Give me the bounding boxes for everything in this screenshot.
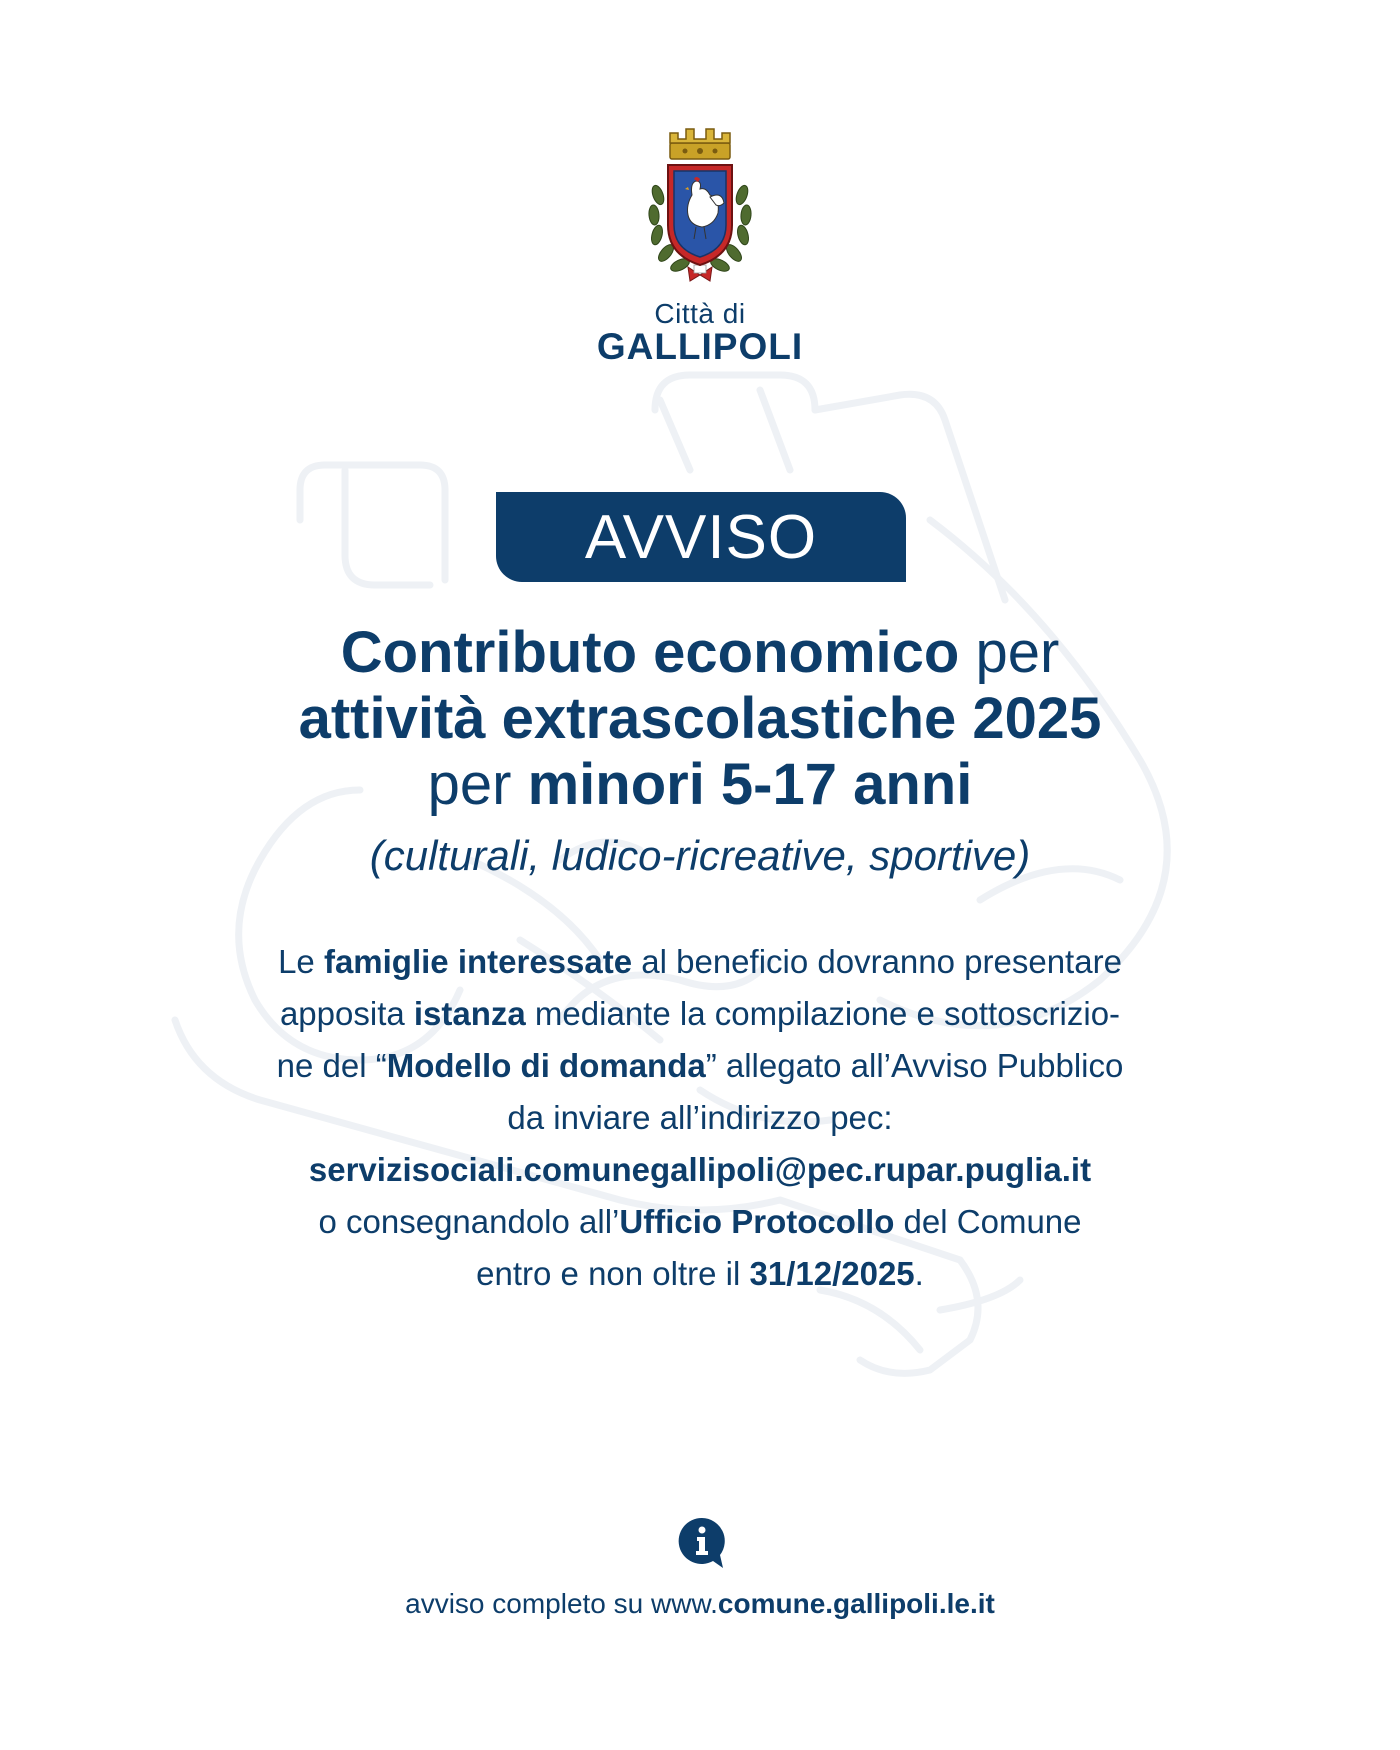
body-bold-segment: Modello di domanda xyxy=(386,1047,706,1084)
title-line-3-bold: minori 5-17 anni xyxy=(527,752,973,817)
body-text-segment: o consegnandolo all’ xyxy=(318,1203,620,1240)
body-line-3 xyxy=(200,1040,1200,1092)
avviso-badge-label: AVVISO xyxy=(584,502,818,572)
title-line-1-bold: Contributo economico xyxy=(340,620,960,685)
body-text-segment: mediante la compilazione e sottoscrizio- xyxy=(525,995,1121,1032)
pec-email-text: servizisociali.comunegallipoli@pec.rupar.puglia.it xyxy=(308,1151,1092,1188)
notice-title xyxy=(0,620,1400,818)
deadline-line xyxy=(200,1248,1200,1300)
body-text-segment: al beneficio dovranno presentare xyxy=(632,943,1122,980)
body-bold-segment: istanza xyxy=(413,995,526,1032)
notice-subtitle: (culturali, ludico-ricreative, sportive) xyxy=(369,832,1031,879)
city-prefix: Città di xyxy=(654,298,746,329)
body-bold-segment: Ufficio Protocollo xyxy=(619,1203,895,1240)
pec-email-address xyxy=(200,1144,1200,1196)
title-line-1-regular: per xyxy=(959,620,1060,685)
body-text-segment: del Comune xyxy=(894,1203,1082,1240)
body-line-1 xyxy=(200,936,1200,988)
footer-website-domain: comune.gallipoli.le.it xyxy=(717,1588,995,1619)
notice-body xyxy=(200,936,1200,1300)
body-text-segment: ne del “ xyxy=(276,1047,387,1084)
deadline-date: 31/12/2025 xyxy=(749,1255,915,1292)
avviso-badge xyxy=(496,492,906,582)
body-line-2 xyxy=(200,988,1200,1040)
gallipoli-coat-of-arms-icon xyxy=(630,125,770,285)
body-text-segment: apposita xyxy=(279,995,414,1032)
body-text-segment: Le xyxy=(278,943,324,980)
city-name: GALLIPOLI xyxy=(596,326,804,367)
body-text-segment: entro e non oltre il xyxy=(476,1255,750,1292)
footer-text: avviso completo su www. xyxy=(405,1588,718,1619)
title-line-3 xyxy=(0,752,1400,818)
title-line-2 xyxy=(0,686,1400,752)
title-line-1 xyxy=(0,620,1400,686)
title-line-2-bold: attività extrascolastiche 2025 xyxy=(298,686,1102,751)
body-bold-segment: famiglie interessate xyxy=(323,943,633,980)
footer-website-line xyxy=(0,1588,1400,1620)
info-speech-bubble-icon xyxy=(677,1516,727,1570)
body-line-6 xyxy=(200,1196,1200,1248)
title-line-3-regular: per xyxy=(427,752,528,817)
body-line-4: da inviare all’indirizzo pec: xyxy=(507,1099,893,1136)
body-text-segment: ” allegato all’Avviso Pubblico xyxy=(705,1047,1124,1084)
body-text-segment: . xyxy=(914,1255,924,1292)
